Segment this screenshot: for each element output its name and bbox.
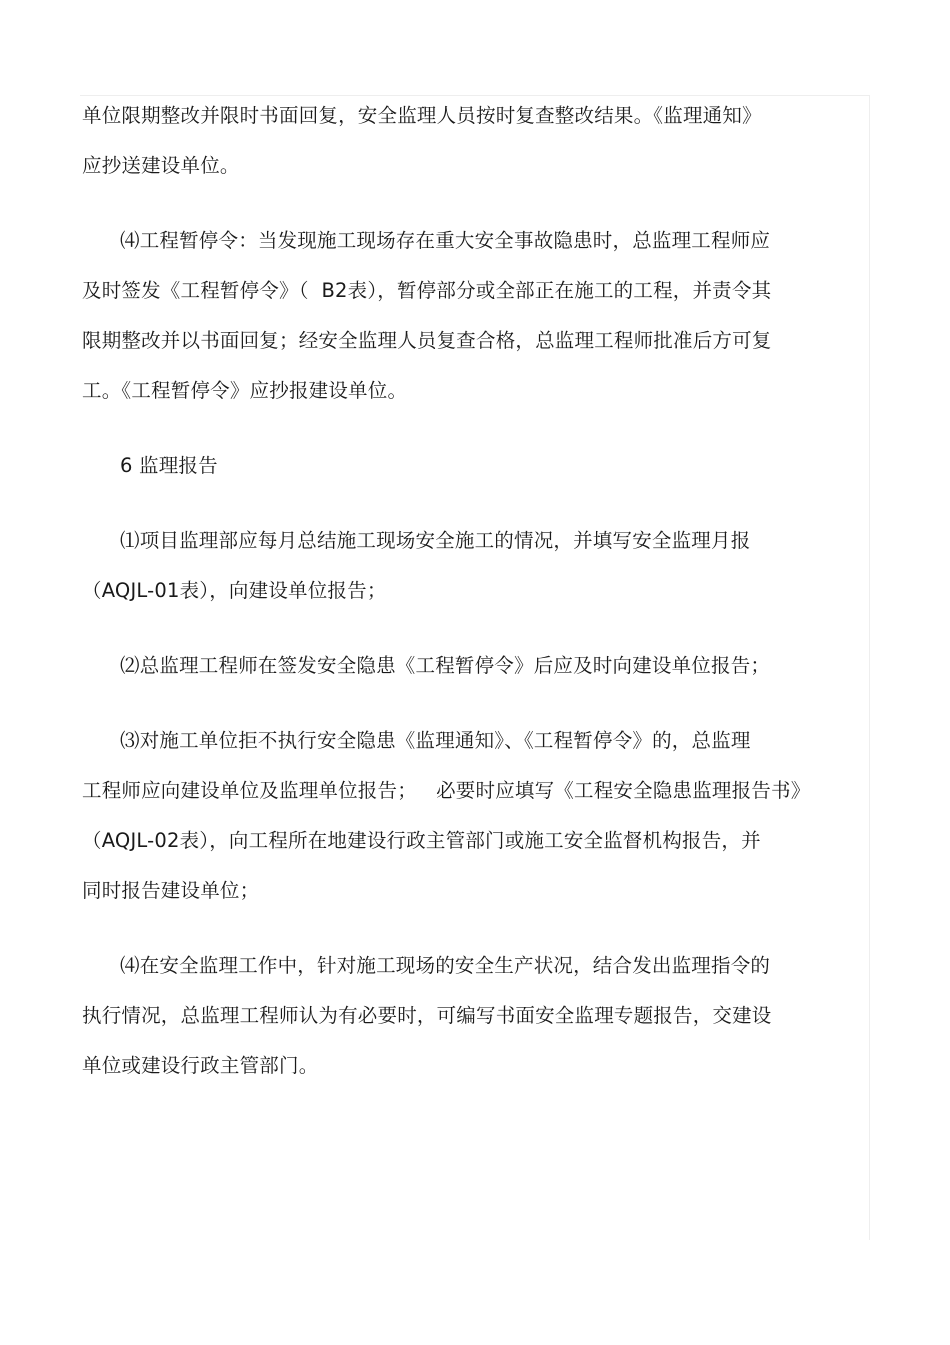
text-line: ⑷工程暂停令：当发现施工现场存在重大安全事故隐患时，总监理工程师应	[120, 229, 771, 252]
text-line: 限期整改并以书面回复；经安全监理人员复查合格，总监理工程师批准后方可复	[82, 329, 772, 352]
section-heading: 6 监理报告	[120, 454, 218, 477]
text-line: ⑴项目监理部应每月总结施工现场安全施工的情况，并填写安全监理月报	[120, 529, 751, 552]
text-line: 单位限期整改并限时书面回复，安全监理人员按时复查整改结果。《监理通知》	[82, 104, 762, 127]
text-line: ⑶对施工单位拒不执行安全隐患《监理通知》、《工程暂停令》的，总监理	[120, 729, 751, 752]
text-line: （AQJL-02表），向工程所在地建设行政主管部门或施工安全监督机构报告，并	[82, 829, 761, 852]
text-line: 工程师应向建设单位及监理单位报告； 必要时应填写《工程安全隐患监理报告书》	[82, 779, 811, 802]
text-line: 单位或建设行政主管部门。	[82, 1054, 319, 1077]
text-line: 及时签发《工程暂停令》（ B2表），暂停部分或全部正在施工的工程，并责令其	[82, 279, 772, 302]
text-line: 执行情况，总监理工程师认为有必要时，可编写书面安全监理专题报告，交建设	[82, 1004, 772, 1027]
text-line: ⑵总监理工程师在签发安全隐患《工程暂停令》后应及时向建设单位报告；	[120, 654, 771, 677]
text-line: 工。《工程暂停令》应抄报建设单位。	[82, 379, 408, 402]
page-border-right	[869, 95, 870, 1240]
text-line: 应抄送建设单位。	[82, 154, 240, 177]
text-line: （AQJL-01表），向建设单位报告；	[82, 579, 387, 602]
text-line: 同时报告建设单位；	[82, 879, 260, 902]
text-line: ⑷在安全监理工作中，针对施工现场的安全生产状况，结合发出监理指令的	[120, 954, 771, 977]
page-border-top	[80, 95, 870, 96]
